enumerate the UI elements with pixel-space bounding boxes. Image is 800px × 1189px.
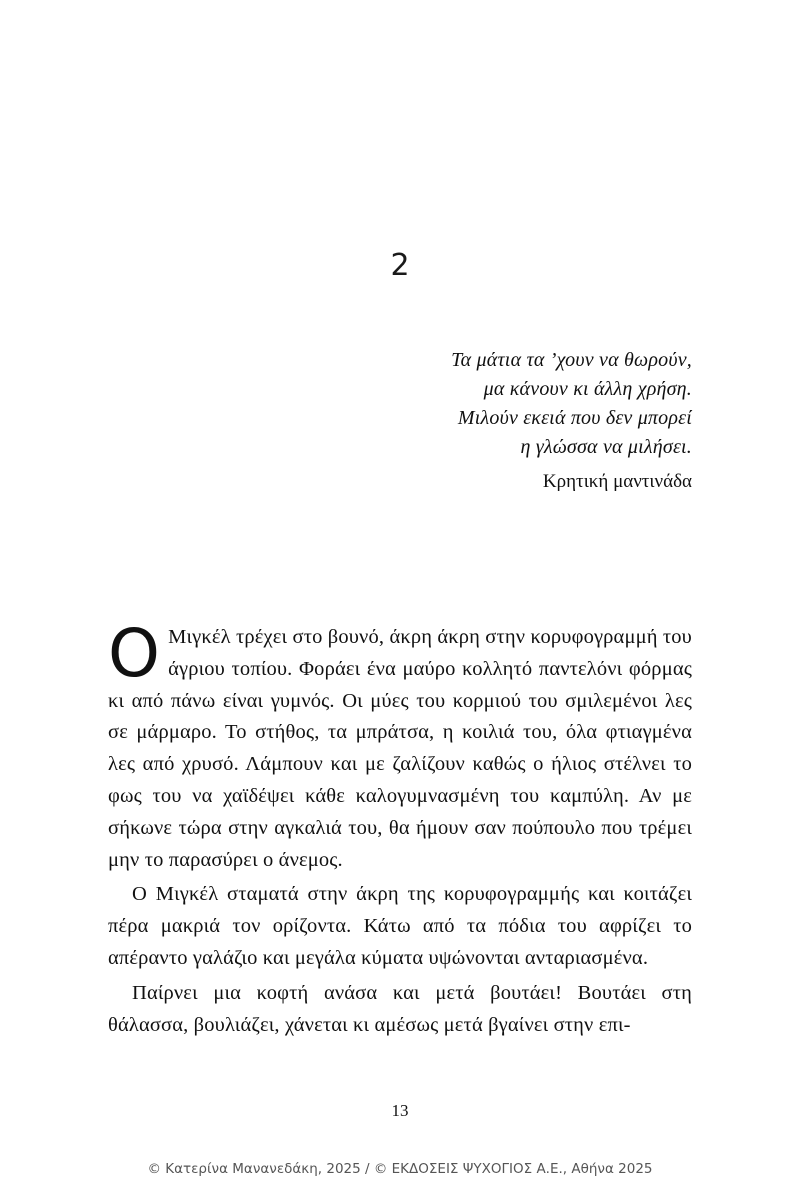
epigraph-line: Μιλούν εκειά που δεν μπορεί: [457, 407, 692, 429]
chapter-body: [108, 615, 692, 1041]
paragraph-text: Μιγκέλ τρέχει στο βουνό, άκρη άκρη στην κορυφογραμμή του άγριου τοπίου. Φοράει ένα μαύρο κολλητό παντελόνι φόρμας κι από πάνω είναι γυμνός. Οι μύες του κορμιού του σμιλεμένοι λες σε μάρμαρο. Το στήθος, τα μπράτσα, η κοιλιά του, όλα φτιαγμένα λες από χρυσό. Λάμπουν και με ζαλίζουν καθώς ο ήλιος στέλνει το φως του να χαϊδέψει κάθε καλογυμνασμένη του καμπύλη. Αν με σήκωνε τώρα στην αγκαλιά του, θα ήμουν σαν πούπουλο που τρέμει μην το παρασύρει ο άνεμος.: [108, 626, 692, 871]
paragraph: [108, 615, 692, 876]
chapter-number: 2: [390, 248, 410, 283]
drop-cap: Ο: [108, 615, 161, 692]
epigraph-line: Τα μάτια τα ’χουν να θωρούν,: [451, 349, 692, 371]
epigraph-source: Κρητική μαντινάδα: [542, 471, 692, 492]
copyright-notice: © Κατερίνα Μανανεδάκη, 2025 / © ΕΚΔΟΣΕΙΣ ΨΥΧΟΓΙΟΣ Α.Ε., Αθήνα 2025: [147, 1161, 653, 1177]
epigraph-line: η γλώσσα να μιλήσει.: [520, 436, 692, 458]
epigraph: [272, 346, 692, 496]
paragraph: Ο Μιγκέλ σταματά στην άκρη της κορυφογραμμής και κοιτάζει πέρα μακριά τον ορίζοντα. Κάτω από τα πόδια του αφρίζει το απέραντο γαλάζιο και μεγάλα κύματα υψώνονται ανταριασμένα.: [108, 883, 692, 969]
epigraph-line: μα κάνουν κι άλλη χρήση.: [483, 378, 692, 400]
page-number: 13: [391, 1101, 409, 1120]
paragraph: Παίρνει μια κοφτή ανάσα και μετά βουτάει! Βουτάει στη θάλασσα, βουλιάζει, χάνεται κι αμέσως μετά βγαίνει στην επι-: [108, 981, 692, 1036]
